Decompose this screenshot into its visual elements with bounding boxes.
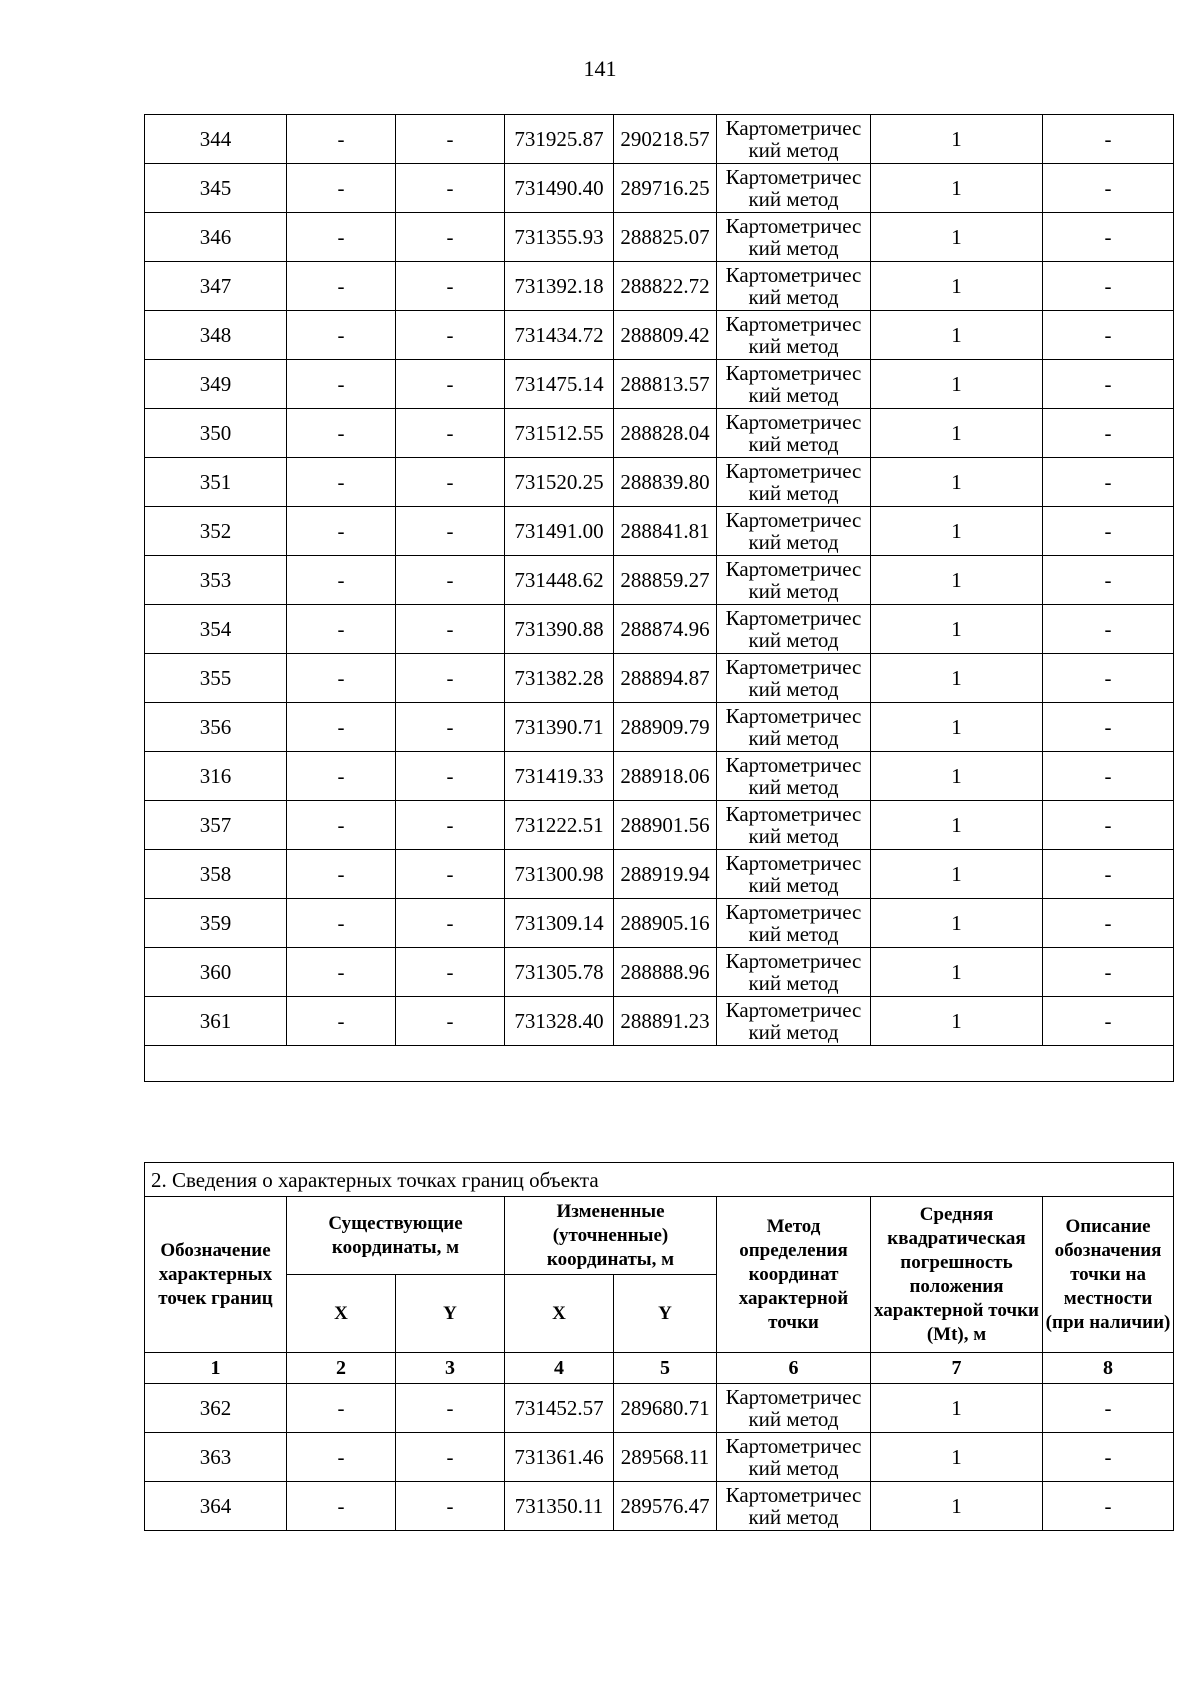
empty-row bbox=[145, 1046, 1174, 1082]
changed-y-cell: 288828.04 bbox=[614, 409, 717, 458]
table1-body bbox=[145, 115, 1174, 1082]
existing-y-cell: - bbox=[396, 262, 505, 311]
description-cell: - bbox=[1043, 605, 1174, 654]
table-row bbox=[145, 311, 1174, 360]
method-cell: Картометричес кий метод bbox=[717, 213, 871, 262]
description-cell: - bbox=[1043, 458, 1174, 507]
table-row bbox=[145, 556, 1174, 605]
existing-x-cell: - bbox=[287, 801, 396, 850]
changed-y-cell: 288909.79 bbox=[614, 703, 717, 752]
changed-x-cell: 731475.14 bbox=[505, 360, 614, 409]
point-id-cell: 346 bbox=[145, 213, 287, 262]
existing-x-cell: - bbox=[287, 262, 396, 311]
mean-error-cell: 1 bbox=[871, 1482, 1043, 1531]
mean-error-cell: 1 bbox=[871, 409, 1043, 458]
description-cell: - bbox=[1043, 1482, 1174, 1531]
header-method: Метод определения координат характерной точки bbox=[717, 1197, 871, 1353]
mean-error-cell: 1 bbox=[871, 899, 1043, 948]
description-cell: - bbox=[1043, 311, 1174, 360]
existing-x-cell: - bbox=[287, 1482, 396, 1531]
changed-x-cell: 731390.71 bbox=[505, 703, 614, 752]
mean-error-cell: 1 bbox=[871, 948, 1043, 997]
mean-error-cell: 1 bbox=[871, 850, 1043, 899]
changed-x-cell: 731309.14 bbox=[505, 899, 614, 948]
description-cell: - bbox=[1043, 850, 1174, 899]
table2-body bbox=[145, 1163, 1174, 1531]
mean-error-cell: 1 bbox=[871, 164, 1043, 213]
changed-y-cell: 288919.94 bbox=[614, 850, 717, 899]
changed-y-cell: 288891.23 bbox=[614, 997, 717, 1046]
method-cell: Картометричес кий метод bbox=[717, 409, 871, 458]
header-changed-y: Y bbox=[614, 1275, 717, 1353]
mean-error-cell: 1 bbox=[871, 703, 1043, 752]
description-cell: - bbox=[1043, 703, 1174, 752]
existing-x-cell: - bbox=[287, 948, 396, 997]
existing-y-cell: - bbox=[396, 115, 505, 164]
existing-y-cell: - bbox=[396, 605, 505, 654]
boundary-points-table bbox=[144, 1162, 1174, 1531]
description-cell: - bbox=[1043, 507, 1174, 556]
mean-error-cell: 1 bbox=[871, 262, 1043, 311]
description-cell: - bbox=[1043, 115, 1174, 164]
changed-y-cell: 288839.80 bbox=[614, 458, 717, 507]
existing-x-cell: - bbox=[287, 311, 396, 360]
existing-y-cell: - bbox=[396, 752, 505, 801]
point-id-cell: 350 bbox=[145, 409, 287, 458]
description-cell: - bbox=[1043, 752, 1174, 801]
changed-y-cell: 288825.07 bbox=[614, 213, 717, 262]
method-cell: Картометричес кий метод bbox=[717, 556, 871, 605]
mean-error-cell: 1 bbox=[871, 213, 1043, 262]
description-cell: - bbox=[1043, 997, 1174, 1046]
changed-y-cell: 288822.72 bbox=[614, 262, 717, 311]
existing-x-cell: - bbox=[287, 164, 396, 213]
changed-y-cell: 289568.11 bbox=[614, 1433, 717, 1482]
changed-x-cell: 731390.88 bbox=[505, 605, 614, 654]
table-row bbox=[145, 164, 1174, 213]
existing-x-cell: - bbox=[287, 703, 396, 752]
method-cell: Картометричес кий метод bbox=[717, 1482, 871, 1531]
column-number: 6 bbox=[717, 1353, 871, 1384]
existing-y-cell: - bbox=[396, 409, 505, 458]
existing-y-cell: - bbox=[396, 556, 505, 605]
existing-y-cell: - bbox=[396, 850, 505, 899]
existing-y-cell: - bbox=[396, 1384, 505, 1433]
changed-x-cell: 731355.93 bbox=[505, 213, 614, 262]
column-number: 5 bbox=[614, 1353, 717, 1384]
changed-x-cell: 731350.11 bbox=[505, 1482, 614, 1531]
changed-y-cell: 288888.96 bbox=[614, 948, 717, 997]
changed-y-cell: 289680.71 bbox=[614, 1384, 717, 1433]
changed-y-cell: 288841.81 bbox=[614, 507, 717, 556]
changed-y-cell: 289576.47 bbox=[614, 1482, 717, 1531]
changed-x-cell: 731392.18 bbox=[505, 262, 614, 311]
mean-error-cell: 1 bbox=[871, 360, 1043, 409]
page-number: 141 bbox=[583, 56, 617, 81]
point-id-cell: 359 bbox=[145, 899, 287, 948]
changed-y-cell: 289716.25 bbox=[614, 164, 717, 213]
mean-error-cell: 1 bbox=[871, 997, 1043, 1046]
existing-y-cell: - bbox=[396, 654, 505, 703]
header-mean-error: Средняя квадратическая погрешность положения характерной точки (Mt), м bbox=[871, 1197, 1043, 1353]
description-cell: - bbox=[1043, 409, 1174, 458]
point-id-cell: 360 bbox=[145, 948, 287, 997]
existing-y-cell: - bbox=[396, 948, 505, 997]
table-row bbox=[145, 752, 1174, 801]
existing-y-cell: - bbox=[396, 1433, 505, 1482]
changed-x-cell: 731222.51 bbox=[505, 801, 614, 850]
changed-x-cell: 731434.72 bbox=[505, 311, 614, 360]
description-cell: - bbox=[1043, 213, 1174, 262]
point-id-cell: 357 bbox=[145, 801, 287, 850]
description-cell: - bbox=[1043, 899, 1174, 948]
point-id-cell: 358 bbox=[145, 850, 287, 899]
changed-y-cell: 288918.06 bbox=[614, 752, 717, 801]
existing-x-cell: - bbox=[287, 507, 396, 556]
point-id-cell: 362 bbox=[145, 1384, 287, 1433]
existing-x-cell: - bbox=[287, 409, 396, 458]
existing-x-cell: - bbox=[287, 1433, 396, 1482]
header-existing-coordinates: Существующие координаты, м bbox=[287, 1197, 505, 1275]
table-caption: 2. Сведения о характерных точках границ объекта bbox=[145, 1163, 1174, 1197]
existing-x-cell: - bbox=[287, 752, 396, 801]
description-cell: - bbox=[1043, 556, 1174, 605]
changed-x-cell: 731925.87 bbox=[505, 115, 614, 164]
mean-error-cell: 1 bbox=[871, 311, 1043, 360]
method-cell: Картометричес кий метод bbox=[717, 703, 871, 752]
changed-y-cell: 288894.87 bbox=[614, 654, 717, 703]
existing-y-cell: - bbox=[396, 997, 505, 1046]
existing-y-cell: - bbox=[396, 213, 505, 262]
changed-y-cell: 288809.42 bbox=[614, 311, 717, 360]
changed-y-cell: 288813.57 bbox=[614, 360, 717, 409]
existing-y-cell: - bbox=[396, 801, 505, 850]
method-cell: Картометричес кий метод bbox=[717, 507, 871, 556]
existing-x-cell: - bbox=[287, 850, 396, 899]
table-row bbox=[145, 360, 1174, 409]
method-cell: Картометричес кий метод bbox=[717, 899, 871, 948]
table-row bbox=[145, 801, 1174, 850]
table-row bbox=[145, 262, 1174, 311]
column-number: 1 bbox=[145, 1353, 287, 1384]
changed-x-cell: 731448.62 bbox=[505, 556, 614, 605]
column-number: 2 bbox=[287, 1353, 396, 1384]
point-id-cell: 352 bbox=[145, 507, 287, 556]
changed-x-cell: 731300.98 bbox=[505, 850, 614, 899]
mean-error-cell: 1 bbox=[871, 752, 1043, 801]
method-cell: Картометричес кий метод bbox=[717, 164, 871, 213]
changed-y-cell: 290218.57 bbox=[614, 115, 717, 164]
point-id-cell: 348 bbox=[145, 311, 287, 360]
existing-y-cell: - bbox=[396, 360, 505, 409]
description-cell: - bbox=[1043, 1433, 1174, 1482]
point-id-cell: 351 bbox=[145, 458, 287, 507]
existing-x-cell: - bbox=[287, 213, 396, 262]
method-cell: Картометричес кий метод bbox=[717, 458, 871, 507]
description-cell: - bbox=[1043, 360, 1174, 409]
method-cell: Картометричес кий метод bbox=[717, 997, 871, 1046]
method-cell: Картометричес кий метод bbox=[717, 654, 871, 703]
mean-error-cell: 1 bbox=[871, 507, 1043, 556]
table-row bbox=[145, 605, 1174, 654]
column-number: 7 bbox=[871, 1353, 1043, 1384]
method-cell: Картометричес кий метод bbox=[717, 752, 871, 801]
method-cell: Картометричес кий метод bbox=[717, 115, 871, 164]
point-id-cell: 345 bbox=[145, 164, 287, 213]
table-row bbox=[145, 507, 1174, 556]
existing-y-cell: - bbox=[396, 899, 505, 948]
changed-x-cell: 731452.57 bbox=[505, 1384, 614, 1433]
description-cell: - bbox=[1043, 801, 1174, 850]
point-id-cell: 356 bbox=[145, 703, 287, 752]
mean-error-cell: 1 bbox=[871, 654, 1043, 703]
mean-error-cell: 1 bbox=[871, 1433, 1043, 1482]
changed-y-cell: 288859.27 bbox=[614, 556, 717, 605]
table-row bbox=[145, 850, 1174, 899]
mean-error-cell: 1 bbox=[871, 605, 1043, 654]
table-row bbox=[145, 899, 1174, 948]
mean-error-cell: 1 bbox=[871, 115, 1043, 164]
table-row bbox=[145, 1384, 1174, 1433]
point-id-cell: 354 bbox=[145, 605, 287, 654]
coordinates-table-continued bbox=[144, 114, 1174, 1082]
table-row bbox=[145, 409, 1174, 458]
existing-x-cell: - bbox=[287, 556, 396, 605]
table-row bbox=[145, 997, 1174, 1046]
existing-y-cell: - bbox=[396, 311, 505, 360]
point-id-cell: 349 bbox=[145, 360, 287, 409]
method-cell: Картометричес кий метод bbox=[717, 360, 871, 409]
existing-x-cell: - bbox=[287, 605, 396, 654]
changed-x-cell: 731382.28 bbox=[505, 654, 614, 703]
changed-y-cell: 288905.16 bbox=[614, 899, 717, 948]
header-designation: Обозначение характерных точек границ bbox=[145, 1197, 287, 1353]
existing-x-cell: - bbox=[287, 1384, 396, 1433]
existing-y-cell: - bbox=[396, 507, 505, 556]
point-id-cell: 363 bbox=[145, 1433, 287, 1482]
column-number: 8 bbox=[1043, 1353, 1174, 1384]
table-row bbox=[145, 213, 1174, 262]
point-id-cell: 316 bbox=[145, 752, 287, 801]
changed-x-cell: 731491.00 bbox=[505, 507, 614, 556]
method-cell: Картометричес кий метод bbox=[717, 948, 871, 997]
column-numbers-row bbox=[145, 1353, 1174, 1384]
description-cell: - bbox=[1043, 948, 1174, 997]
header-changed-coordinates: Измененные (уточненные) координаты, м bbox=[505, 1197, 717, 1275]
header-existing-y: Y bbox=[396, 1275, 505, 1353]
table-row bbox=[145, 703, 1174, 752]
changed-y-cell: 288874.96 bbox=[614, 605, 717, 654]
changed-x-cell: 731490.40 bbox=[505, 164, 614, 213]
changed-x-cell: 731361.46 bbox=[505, 1433, 614, 1482]
changed-x-cell: 731305.78 bbox=[505, 948, 614, 997]
existing-x-cell: - bbox=[287, 997, 396, 1046]
table-row bbox=[145, 1433, 1174, 1482]
point-id-cell: 355 bbox=[145, 654, 287, 703]
column-number: 3 bbox=[396, 1353, 505, 1384]
existing-x-cell: - bbox=[287, 115, 396, 164]
mean-error-cell: 1 bbox=[871, 801, 1043, 850]
existing-y-cell: - bbox=[396, 458, 505, 507]
method-cell: Картометричес кий метод bbox=[717, 850, 871, 899]
table-row bbox=[145, 654, 1174, 703]
method-cell: Картометричес кий метод bbox=[717, 1433, 871, 1482]
changed-y-cell: 288901.56 bbox=[614, 801, 717, 850]
mean-error-cell: 1 bbox=[871, 458, 1043, 507]
description-cell: - bbox=[1043, 1384, 1174, 1433]
existing-y-cell: - bbox=[396, 164, 505, 213]
changed-x-cell: 731419.33 bbox=[505, 752, 614, 801]
existing-x-cell: - bbox=[287, 654, 396, 703]
table-row bbox=[145, 1482, 1174, 1531]
changed-x-cell: 731328.40 bbox=[505, 997, 614, 1046]
method-cell: Картометричес кий метод bbox=[717, 1384, 871, 1433]
method-cell: Картометричес кий метод bbox=[717, 311, 871, 360]
existing-y-cell: - bbox=[396, 1482, 505, 1531]
method-cell: Картометричес кий метод bbox=[717, 262, 871, 311]
table-row bbox=[145, 948, 1174, 997]
method-cell: Картометричес кий метод bbox=[717, 605, 871, 654]
existing-x-cell: - bbox=[287, 899, 396, 948]
changed-x-cell: 731512.55 bbox=[505, 409, 614, 458]
method-cell: Картометричес кий метод bbox=[717, 801, 871, 850]
table-row bbox=[145, 458, 1174, 507]
table-row bbox=[145, 115, 1174, 164]
mean-error-cell: 1 bbox=[871, 1384, 1043, 1433]
description-cell: - bbox=[1043, 654, 1174, 703]
existing-x-cell: - bbox=[287, 360, 396, 409]
description-cell: - bbox=[1043, 262, 1174, 311]
header-changed-x: X bbox=[505, 1275, 614, 1353]
point-id-cell: 361 bbox=[145, 997, 287, 1046]
description-cell: - bbox=[1043, 164, 1174, 213]
header-existing-x: X bbox=[287, 1275, 396, 1353]
mean-error-cell: 1 bbox=[871, 556, 1043, 605]
column-number: 4 bbox=[505, 1353, 614, 1384]
empty-cell bbox=[145, 1046, 1174, 1082]
point-id-cell: 347 bbox=[145, 262, 287, 311]
header-description: Описание обозначения точки на местности (при наличии) bbox=[1043, 1197, 1174, 1353]
point-id-cell: 353 bbox=[145, 556, 287, 605]
point-id-cell: 364 bbox=[145, 1482, 287, 1531]
point-id-cell: 344 bbox=[145, 115, 287, 164]
changed-x-cell: 731520.25 bbox=[505, 458, 614, 507]
existing-x-cell: - bbox=[287, 458, 396, 507]
existing-y-cell: - bbox=[396, 703, 505, 752]
